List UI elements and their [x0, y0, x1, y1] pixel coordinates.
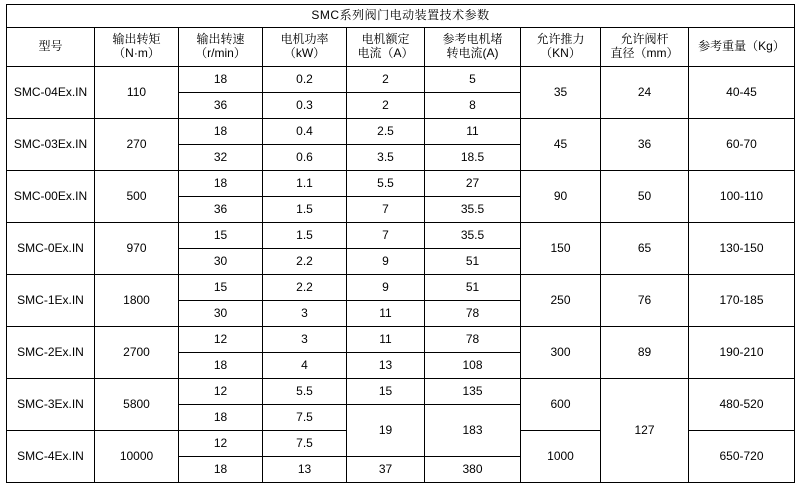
- cell-locked-current: 5: [425, 67, 521, 93]
- cell-rated-current: 9: [347, 275, 425, 301]
- cell-locked-current: 18.5: [425, 145, 521, 171]
- cell-rated-current: 5.5: [347, 171, 425, 197]
- cell-locked-current: 27: [425, 171, 521, 197]
- specification-table: [6, 4, 795, 483]
- cell-model: SMC-00Ex.IN: [7, 171, 95, 223]
- column-header-rated-current: 电机额定 电流（A）: [347, 28, 425, 67]
- cell-power: 13: [263, 457, 347, 483]
- cell-rated-current: 11: [347, 301, 425, 327]
- cell-power: 7.5: [263, 431, 347, 457]
- cell-speed: 30: [179, 249, 263, 275]
- cell-locked-current: 35.5: [425, 223, 521, 249]
- cell-speed: 18: [179, 119, 263, 145]
- cell-power: 0.4: [263, 119, 347, 145]
- cell-stem: 24: [601, 67, 689, 119]
- cell-thrust: 35: [521, 67, 601, 119]
- cell-model: SMC-2Ex.IN: [7, 327, 95, 379]
- cell-speed: 36: [179, 197, 263, 223]
- table-row: [7, 119, 795, 145]
- column-header-thrust: 允许推力 （KN）: [521, 28, 601, 67]
- cell-torque: 110: [95, 67, 179, 119]
- cell-locked-current: 380: [425, 457, 521, 483]
- cell-power: 3: [263, 327, 347, 353]
- cell-thrust: 600: [521, 379, 601, 431]
- cell-weight: 60-70: [689, 119, 795, 171]
- cell-locked-current: 51: [425, 249, 521, 275]
- cell-weight: 480-520: [689, 379, 795, 431]
- cell-locked-current: 51: [425, 275, 521, 301]
- cell-weight: 650-720: [689, 431, 795, 483]
- cell-model: SMC-1Ex.IN: [7, 275, 95, 327]
- cell-thrust: 1000: [521, 431, 601, 483]
- cell-thrust: 90: [521, 171, 601, 223]
- cell-power: 4: [263, 353, 347, 379]
- column-header-power: 电机功率（kW）: [263, 28, 347, 67]
- cell-weight: 170-185: [689, 275, 795, 327]
- cell-torque: 5800: [95, 379, 179, 431]
- cell-rated-current: 7: [347, 197, 425, 223]
- column-header-locked-rotor-current: 参考电机堵 转电流(A): [425, 28, 521, 67]
- cell-speed: 18: [179, 405, 263, 431]
- cell-weight: 130-150: [689, 223, 795, 275]
- cell-weight: 40-45: [689, 67, 795, 119]
- cell-weight: 190-210: [689, 327, 795, 379]
- cell-stem: 65: [601, 223, 689, 275]
- cell-power: 0.3: [263, 93, 347, 119]
- cell-thrust: 300: [521, 327, 601, 379]
- table-row: [7, 67, 795, 93]
- cell-torque: 970: [95, 223, 179, 275]
- cell-speed: 12: [179, 379, 263, 405]
- cell-model: SMC-04Ex.IN: [7, 67, 95, 119]
- cell-speed: 18: [179, 171, 263, 197]
- cell-power: 1.1: [263, 171, 347, 197]
- cell-thrust: 45: [521, 119, 601, 171]
- cell-model: SMC-03Ex.IN: [7, 119, 95, 171]
- column-header-stem-diameter: 允许阀杆 直径（mm）: [601, 28, 689, 67]
- cell-rated-current: 2: [347, 67, 425, 93]
- cell-locked-current: 78: [425, 327, 521, 353]
- cell-speed: 18: [179, 353, 263, 379]
- cell-rated-current: 3.5: [347, 145, 425, 171]
- column-header-model: 型号: [7, 28, 95, 67]
- cell-power: 5.5: [263, 379, 347, 405]
- cell-thrust: 150: [521, 223, 601, 275]
- cell-locked-current: 35.5: [425, 197, 521, 223]
- cell-torque: 270: [95, 119, 179, 171]
- cell-torque: 500: [95, 171, 179, 223]
- table-row: [7, 223, 795, 249]
- cell-power: 1.5: [263, 197, 347, 223]
- cell-stem-merged: 127: [601, 379, 689, 483]
- cell-rated-current-merged: 19: [347, 405, 425, 457]
- cell-speed: 12: [179, 327, 263, 353]
- cell-stem: 76: [601, 275, 689, 327]
- table-row: [7, 379, 795, 405]
- cell-locked-current-merged: 183: [425, 405, 521, 457]
- column-header-speed: 输出转速 （r/min）: [179, 28, 263, 67]
- cell-locked-current: 135: [425, 379, 521, 405]
- cell-thrust: 250: [521, 275, 601, 327]
- cell-rated-current: 11: [347, 327, 425, 353]
- cell-power: 0.6: [263, 145, 347, 171]
- cell-speed: 12: [179, 431, 263, 457]
- cell-torque: 2700: [95, 327, 179, 379]
- cell-weight: 100-110: [689, 171, 795, 223]
- column-header-weight: 参考重量（Kg）: [689, 28, 795, 67]
- cell-speed: 15: [179, 275, 263, 301]
- cell-rated-current: 13: [347, 353, 425, 379]
- table-row: [7, 171, 795, 197]
- cell-stem: 89: [601, 327, 689, 379]
- table-row: [7, 275, 795, 301]
- cell-speed: 30: [179, 301, 263, 327]
- cell-rated-current: 15: [347, 379, 425, 405]
- cell-torque: 10000: [95, 431, 179, 483]
- table-row: [7, 327, 795, 353]
- cell-speed: 18: [179, 457, 263, 483]
- cell-torque: 1800: [95, 275, 179, 327]
- title-row: [7, 5, 795, 28]
- cell-power: 7.5: [263, 405, 347, 431]
- page-title: SMC系列阀门电动装置技术参数: [7, 5, 795, 28]
- cell-speed: 36: [179, 93, 263, 119]
- cell-speed: 18: [179, 67, 263, 93]
- cell-speed: 15: [179, 223, 263, 249]
- cell-stem: 36: [601, 119, 689, 171]
- cell-rated-current: 2: [347, 93, 425, 119]
- cell-locked-current: 108: [425, 353, 521, 379]
- cell-locked-current: 8: [425, 93, 521, 119]
- cell-locked-current: 78: [425, 301, 521, 327]
- cell-rated-current: 7: [347, 223, 425, 249]
- cell-power: 2.2: [263, 249, 347, 275]
- cell-power: 1.5: [263, 223, 347, 249]
- cell-rated-current: 2.5: [347, 119, 425, 145]
- column-header-torque: 输出转矩 （N·m）: [95, 28, 179, 67]
- cell-model: SMC-0Ex.IN: [7, 223, 95, 275]
- cell-model: SMC-4Ex.IN: [7, 431, 95, 483]
- cell-stem: 50: [601, 171, 689, 223]
- cell-power: 2.2: [263, 275, 347, 301]
- cell-power: 0.2: [263, 67, 347, 93]
- header-row: [7, 28, 795, 67]
- cell-rated-current: 37: [347, 457, 425, 483]
- cell-model: SMC-3Ex.IN: [7, 379, 95, 431]
- cell-power: 3: [263, 301, 347, 327]
- cell-speed: 32: [179, 145, 263, 171]
- cell-rated-current: 9: [347, 249, 425, 275]
- cell-locked-current: 11: [425, 119, 521, 145]
